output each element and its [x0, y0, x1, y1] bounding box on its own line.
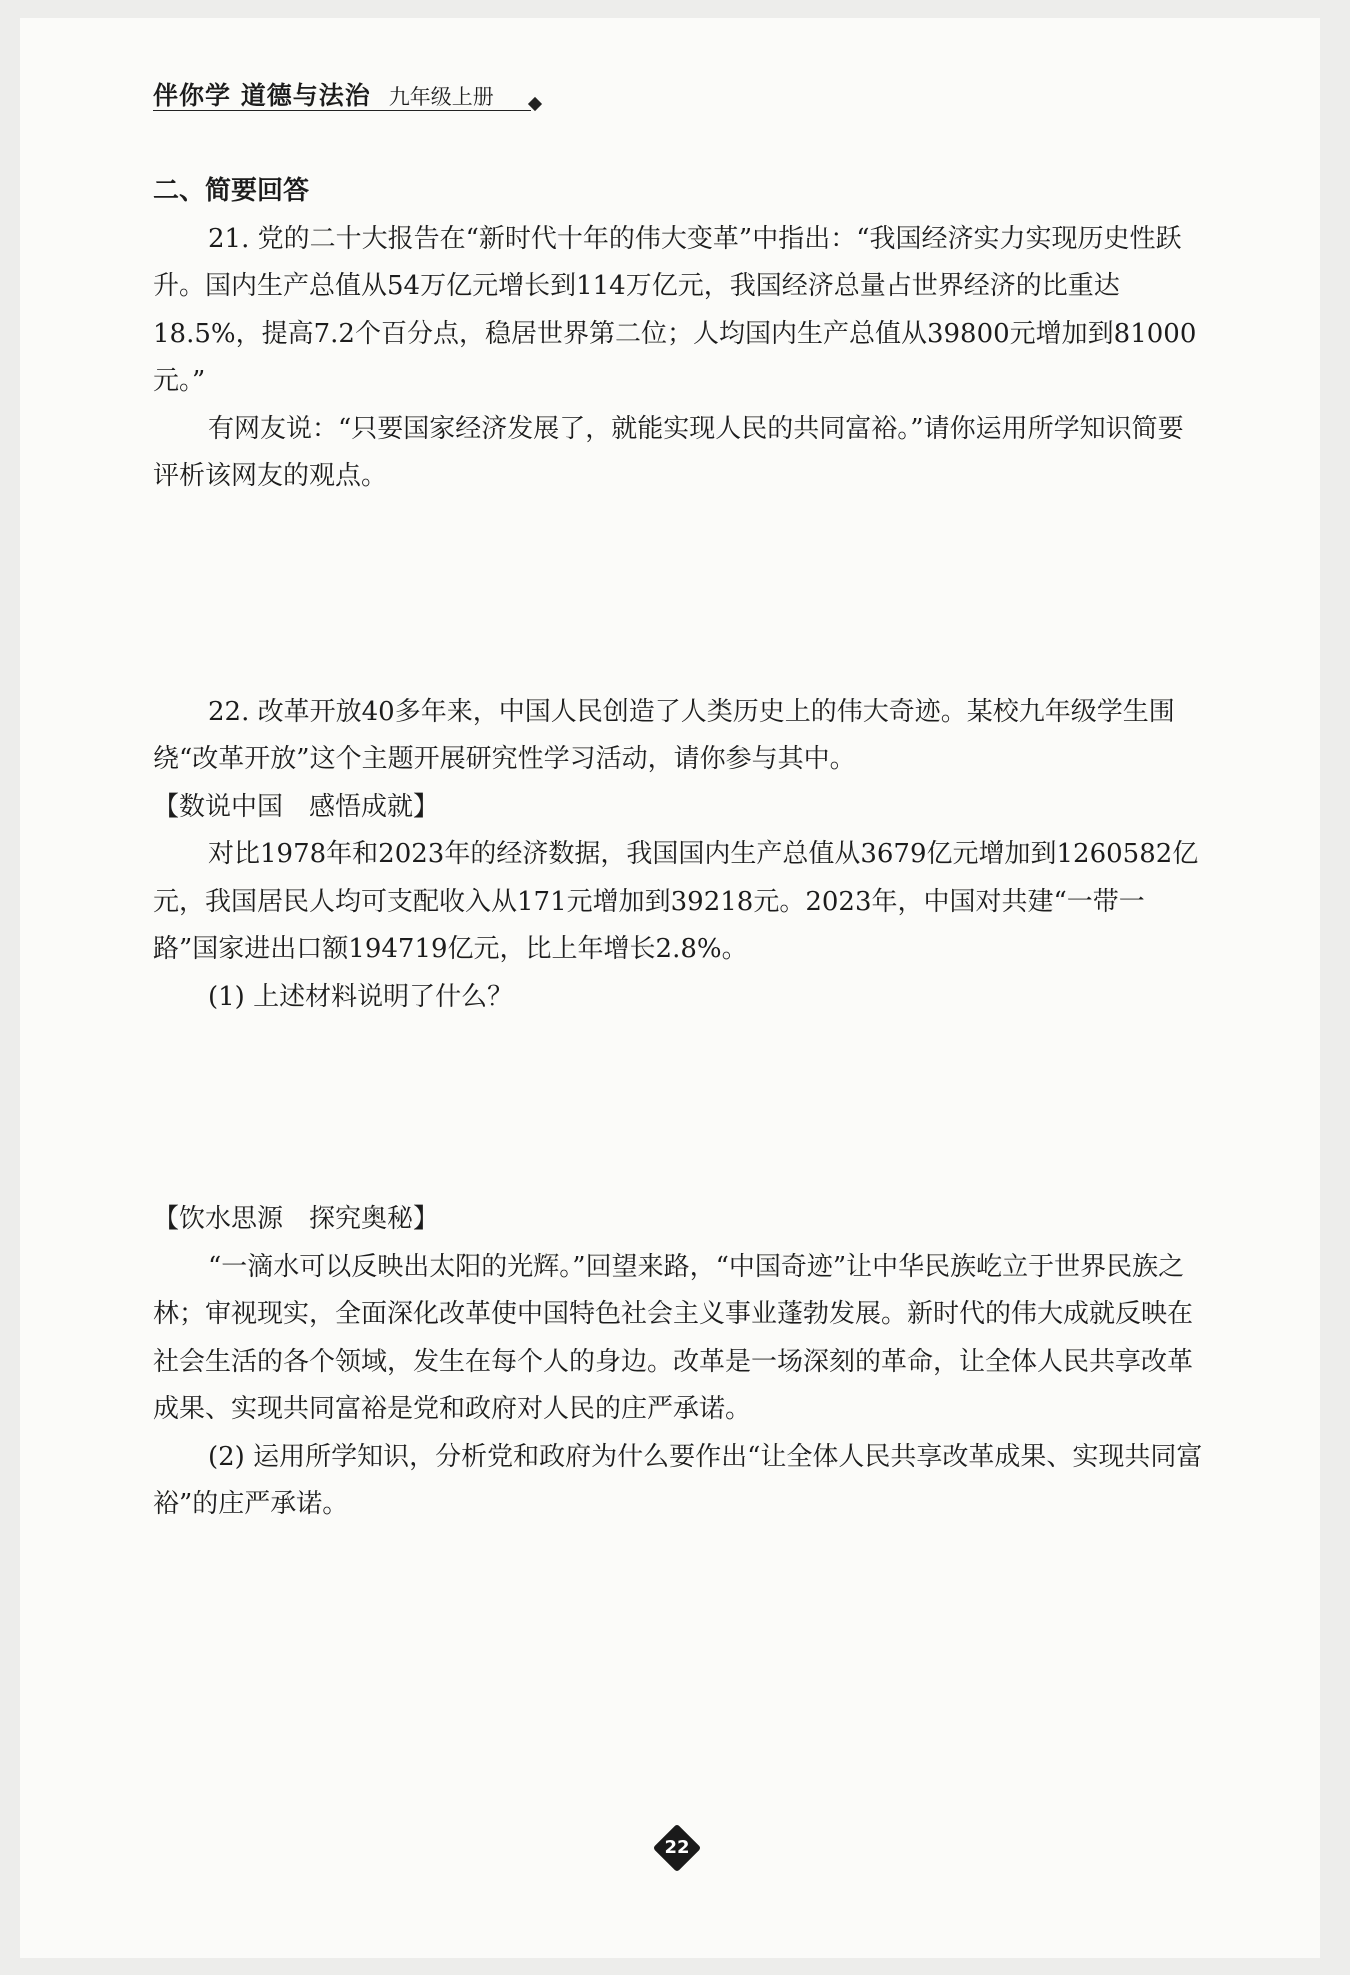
q22-part2-question: (2) 运用所学知识，分析党和政府为什么要作出“让全体人民共享改革成果、实现共同富裕”的庄严承诺。: [153, 1441, 1203, 1519]
q22-part1-material: 对比1978年和2023年的经济数据，我国国内生产总值从3679亿元增加到1260582亿元，我国居民人均可支配收入从171元增加到39218元。2023年，中国对共建“一带一路”国家进出口额194719亿元，比上年增长2.8%。: [153, 839, 1199, 964]
section-title: 二、简要回答: [153, 176, 310, 206]
q22-part2-heading: 【饮水思源 探究奥秘】: [153, 1204, 440, 1234]
book-grade: 九年级上册: [388, 85, 494, 109]
page-content: [153, 168, 1203, 1529]
q22-part1-question: (1) 上述材料说明了什么？: [208, 981, 514, 1012]
header-rule: [153, 110, 531, 111]
q21-question: 有网友说：“只要国家经济发展了，就能实现人民的共同富裕。”请你运用所学知识简要评析该网友的观点。: [153, 413, 1184, 491]
q22-part2-material: “一滴水可以反映出太阳的光辉。”回望来路，“中国奇迹”让中华民族屹立于世界民族之林；审视现实，全面深化改革使中国特色社会主义事业蓬勃发展。新时代的伟大成就反映在社会生活的各个领域，发生在每个人的身边。改革是一场深刻的革命，让全体人民共享改革成果、实现共同富裕是党和政府对人民的庄严承诺。: [153, 1251, 1194, 1424]
answer-space-q22-1: [153, 1021, 1203, 1196]
answer-space-q21: [153, 501, 1203, 689]
q22-part1-heading: 【数说中国 感悟成就】: [153, 791, 440, 822]
page-header: [153, 76, 494, 112]
q22-stem: 22. 改革开放40多年来，中国人民创造了人类历史上的伟大奇迹。某校九年级学生围绕“改革开放”这个主题开展研究性学习活动，请你参与其中。: [153, 696, 1175, 774]
q21-stem: 21. 党的二十大报告在“新时代十年的伟大变革”中指出：“我国经济实力实现历史性跃升。国内生产总值从54万亿元增长到114万亿元，我国经济总量占世界经济的比重达18.5%，提高7.2个百分点，稳居世界第二位；人均国内生产总值从39800元增加到81000元。”: [153, 223, 1197, 396]
page-number: 22: [664, 1837, 690, 1858]
page-number-badge: [655, 1826, 699, 1870]
book-brand: 伴你学 道德与法治: [153, 81, 371, 110]
